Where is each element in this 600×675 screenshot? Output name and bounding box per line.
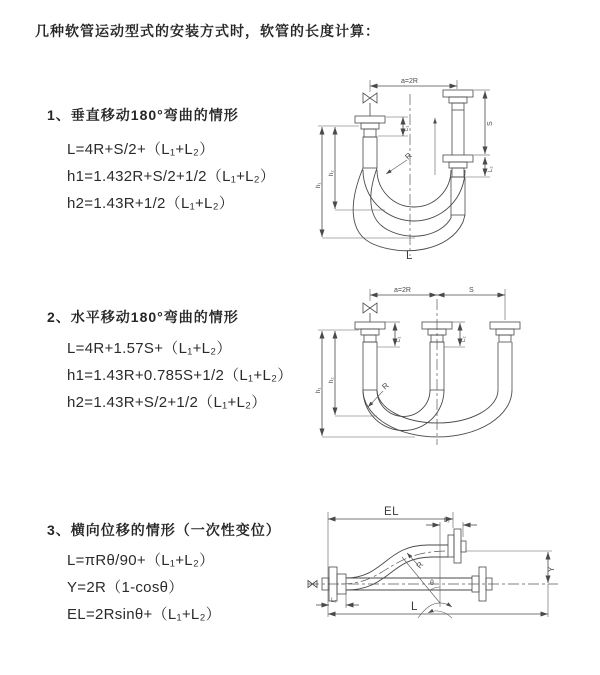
dim-l1 xyxy=(378,117,410,136)
dim-s-label: S xyxy=(487,121,494,126)
dim-h2-label: h₂ xyxy=(329,377,335,383)
diagram-vertical-180-bend xyxy=(315,70,600,265)
section-1-formula-h1: h1=1.432R+S/2+1/2（L₁+L₂） xyxy=(67,168,276,185)
dim-l1-label: L₁ xyxy=(404,125,410,131)
radius-leader xyxy=(368,381,391,407)
right-fitting-lower xyxy=(435,118,473,215)
dim-l-label: L xyxy=(411,601,418,613)
section-2-formula-L: L=4R+1.57S+（L₁+L₂） xyxy=(67,340,232,357)
dim-l2-label: L₂ xyxy=(488,166,494,172)
dim-l2 xyxy=(466,157,494,177)
radius-label: R xyxy=(380,380,391,392)
angle-theta-label: θ xyxy=(430,580,434,587)
dim-s-label: S xyxy=(469,287,474,294)
section-1-formula-L: L=4R+S/2+（L₁+L₂） xyxy=(67,141,215,158)
dim-l1-label: L₁ xyxy=(331,598,337,604)
diagram-lateral-displacement xyxy=(300,495,600,650)
dim-h1-h2 xyxy=(316,126,415,238)
dim-a2r xyxy=(370,287,505,320)
valve-icon xyxy=(363,303,377,322)
dim-l-label: L xyxy=(406,250,413,262)
dim-y-label: Y xyxy=(547,566,556,572)
dim-l1-label: L₁ xyxy=(396,336,402,342)
dim-a2r-label: a=2R xyxy=(394,287,411,294)
section-3-heading: 3、横向位移的情形（一次性变位） xyxy=(47,522,281,538)
dim-h1-label: h₁ xyxy=(316,387,322,393)
dim-el xyxy=(328,506,453,617)
dim-h1-label: h₁ xyxy=(316,182,322,188)
dim-l2 xyxy=(426,518,477,607)
section-2-formula-h2: h2=1.43R+S/2+1/2（L₁+L₂） xyxy=(67,394,267,411)
angle-theta xyxy=(418,580,452,618)
section-3-formula-EL: EL=2Rsinθ+（L₁+L₂） xyxy=(67,606,221,623)
radius-leader xyxy=(386,151,414,174)
dim-l2-label: L₂ xyxy=(461,336,467,342)
diagram-horizontal-180-bend xyxy=(315,283,600,455)
left-fitting xyxy=(355,322,385,390)
radius-label: R xyxy=(414,560,426,571)
page-title: 几种软管运动型式的安装方式时，软管的长度计算： xyxy=(35,23,380,39)
section-1-formula-h2: h2=1.43R+1/2（L₁+L₂） xyxy=(67,195,235,212)
dim-s xyxy=(474,90,494,155)
dim-el-label: EL xyxy=(384,506,400,518)
dim-h2-label: h₂ xyxy=(329,170,335,176)
section-3-formula-Y: Y=2R（1-cosθ） xyxy=(67,579,184,596)
dim-h1-h2 xyxy=(316,330,415,437)
dim-l1 xyxy=(316,594,359,608)
section-2-heading: 2、水平移动180°弯曲的情形 xyxy=(47,309,239,325)
right-fitting-moved xyxy=(490,322,520,390)
radius-label: R xyxy=(403,150,414,162)
dim-l2-label: L₂ xyxy=(444,518,450,524)
left-fitting xyxy=(355,116,385,168)
dim-l2 xyxy=(444,322,467,347)
valve-icon xyxy=(363,93,377,116)
dim-l1 xyxy=(377,322,402,347)
section-1-heading: 1、垂直移动180°弯曲的情形 xyxy=(47,107,239,123)
section-3-formula-L: L=πRθ/90+（L₁+L₂） xyxy=(67,552,215,569)
section-2-formula-h1: h1=1.43R+0.785S+1/2（L₁+L₂） xyxy=(67,367,293,384)
hose-u-bends xyxy=(353,168,465,251)
dim-a2r-label: a=2R xyxy=(401,78,418,85)
right-fitting-upper xyxy=(443,90,473,155)
hose-u-bends xyxy=(363,390,512,437)
